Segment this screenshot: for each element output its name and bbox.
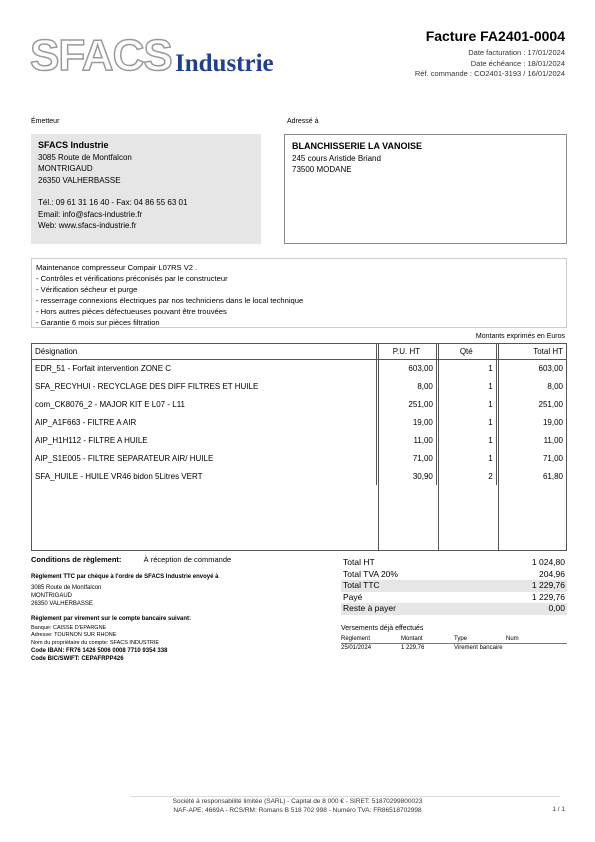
table-row <box>32 431 566 449</box>
cheque-address: 26350 VALHERBASSE <box>31 600 93 607</box>
recipient-name: BLANCHISSERIE LA VANOISE <box>292 141 423 151</box>
payments-title: Versements déjà effectués <box>341 625 424 632</box>
paid-row <box>341 592 567 604</box>
bic: Code BIC/SWIFT: CEPAFRPP426 <box>31 656 124 662</box>
table-row <box>32 359 566 377</box>
description-line: Maintenance compresseur Compair L07RS V2 . <box>36 263 198 272</box>
cell-designation: EDR_51 - Forfait intervention ZONE C <box>35 363 172 373</box>
table-row <box>32 449 566 467</box>
table-header-row <box>32 344 566 359</box>
total-value: 1 229,76 <box>531 591 565 602</box>
cell-designation: SFA_HUILE - HUILE VR46 bidon 5Litres VERT <box>35 471 203 481</box>
payment-type: Virement bancaire <box>454 645 503 651</box>
payment-conditions <box>31 556 331 663</box>
invoice-title: Facture FA2401-0004 <box>425 28 565 44</box>
sender-web: Web: www.sfacs-industrie.fr <box>38 221 137 230</box>
cell-unit-price: 71,00 <box>377 449 437 467</box>
sender-phone: Tél.: 09 61 31 16 40 - Fax: 04 86 55 63 01 <box>38 198 188 207</box>
invoice-description <box>31 258 567 328</box>
cell-total: 11,00 <box>496 431 566 449</box>
total-label: Payé <box>343 591 363 602</box>
sender-block <box>31 134 261 244</box>
bank-name: Banque: CAISSE D'EPARGNE <box>31 624 107 631</box>
cheque-address: MONTRIGAUD <box>31 592 72 599</box>
cell-designation: AIP_S1E005 - FILTRE SEPARATEUR AIR/ HUILE <box>35 453 214 463</box>
recipient-address-line: 245 cours Aristide Briand <box>292 153 381 163</box>
company-logo <box>30 31 290 80</box>
items-table <box>31 343 567 551</box>
payments-header: Montant <box>401 635 454 644</box>
totals-block <box>341 557 567 615</box>
cell-unit-price: 603,00 <box>377 359 437 377</box>
total-label: Total TTC <box>343 580 380 590</box>
sender-address-line: 26350 VALHERBASSE <box>38 175 121 185</box>
conditions-value: À réception de commande <box>143 555 232 564</box>
sender-address-line: 3085 Route de Montfalcon <box>38 152 132 162</box>
cell-designation: AIP_H1H112 - FILTRE A HUILE <box>35 435 148 445</box>
total-label: Total HT <box>343 557 375 567</box>
cell-unit-price: 8,00 <box>377 377 437 395</box>
cell-total: 71,00 <box>496 449 566 467</box>
recipient-label: Adressé à <box>287 118 319 125</box>
items-grid <box>32 344 566 485</box>
cell-unit-price: 11,00 <box>377 431 437 449</box>
recipient-address-line: 73500 MODANE <box>292 165 352 174</box>
header-quantity: Qté <box>436 344 496 359</box>
total-value: 1 024,80 <box>531 557 565 567</box>
recipient-block <box>284 134 567 244</box>
transfer-title: Règlement par virement sur le compte bancaire suivant: <box>31 615 192 622</box>
sender-email: Email: info@sfacs-industrie.fr <box>38 209 143 219</box>
invoice-date: Date facturation : 17/01/2024 <box>468 48 565 57</box>
cell-unit-price: 19,00 <box>377 413 437 431</box>
footer-line: NAF-APE: 4669A - RCS/RM: Romans B 518 702 998 - Numéro TVA: FR86518702998 <box>173 807 422 814</box>
payments-table <box>341 635 567 652</box>
description-line: - Garantie 6 mois sur pièces filtration <box>36 318 160 327</box>
sender-name: SFACS Industrie <box>38 140 109 150</box>
description-line: - Hors autres pièces défectueuses pouvant être trouvées <box>36 307 227 316</box>
cheque-title: Règlement TTC par chèque à l'ordre de SFACS Industrie envoyé à <box>31 573 219 580</box>
logo-word: Industrie <box>175 50 274 77</box>
payment-amount: 1 229,76 <box>401 645 425 651</box>
sender-address-line: MONTRIGAUD <box>38 164 93 173</box>
cell-total: 19,00 <box>496 413 566 431</box>
cell-quantity: 2 <box>436 467 496 485</box>
payment-number <box>506 644 567 652</box>
cell-quantity: 1 <box>436 431 496 449</box>
cell-designation: AIP_A1F663 - FILTRE A AIR <box>35 417 137 427</box>
payments-header: Règlement <box>341 635 401 644</box>
table-row <box>32 413 566 431</box>
cell-designation: com_CK8076_2 - MAJOR KIT E L07 - L11 <box>35 399 185 409</box>
header-total: Total HT <box>496 344 566 359</box>
page-number: 1 / 1 <box>552 806 565 813</box>
total-label: Total TVA 20% <box>343 568 398 579</box>
description-line: - Vérification sécheur et purge <box>36 285 138 294</box>
table-row <box>32 377 566 395</box>
conditions-row <box>31 556 331 565</box>
cell-total: 8,00 <box>496 377 566 395</box>
due-date: Date échéance : 18/01/2024 <box>470 58 565 68</box>
table-row <box>32 467 566 485</box>
cell-total: 251,00 <box>496 395 566 413</box>
payments-header: Type <box>454 635 506 644</box>
cell-quantity: 1 <box>436 449 496 467</box>
payment-date: 25/01/2024 <box>341 645 372 651</box>
currency-note: Montants exprimés en Euros <box>475 333 565 340</box>
account-holder: Nom du propriétaire du compte: SFACS INDUSTRIE <box>31 639 160 646</box>
payments-block <box>341 625 567 652</box>
iban: Code IBAN: FR76 1426 5006 0008 7710 9354 338 <box>31 648 168 654</box>
conditions-label: Conditions de règlement: <box>31 555 122 564</box>
cheque-address: 3085 Route de Montfalcon <box>31 584 102 591</box>
remaining-row <box>341 603 567 615</box>
header-designation: Désignation <box>32 344 377 359</box>
footer-line: Société à responsabilité limitée (SARL) - Capital de 8 000 € - SIRET: 51870299800023 <box>172 798 423 805</box>
total-ttc-row <box>341 580 567 592</box>
total-value: 1 229,76 <box>531 580 565 590</box>
cell-quantity: 1 <box>436 413 496 431</box>
total-ht-row <box>341 557 567 569</box>
cell-total: 61,80 <box>496 467 566 485</box>
description-line: - Contrôles et vérifications préconisés par le constructeur <box>36 274 228 283</box>
total-label: Reste à payer <box>343 603 396 613</box>
sender-label: Émetteur <box>31 118 60 125</box>
cell-unit-price: 30,90 <box>377 467 437 485</box>
header-unit-price: P.U. HT <box>377 344 437 359</box>
total-value: 204,96 <box>539 568 565 579</box>
total-value: 0,00 <box>548 603 565 613</box>
bank-address: Adresse: TOURNON SUR RHONE <box>31 632 117 638</box>
cell-quantity: 1 <box>436 377 496 395</box>
description-line: - resserrage connexions électriques par nos techniciens dans le local technique <box>36 296 304 305</box>
cell-quantity: 1 <box>436 395 496 413</box>
order-reference: Réf. commande : CO2401-3193 / 16/01/2024 <box>414 69 565 78</box>
cell-unit-price: 251,00 <box>377 395 437 413</box>
cell-total: 603,00 <box>496 359 566 377</box>
legal-footer <box>0 797 595 815</box>
cell-quantity: 1 <box>436 359 496 377</box>
invoice-meta <box>415 48 565 80</box>
total-tva-row <box>341 569 567 581</box>
table-row <box>32 395 566 413</box>
cell-designation: SFA_RECYHUI - RECYCLAGE DES DIFF FILTRES ET HUILE <box>35 381 259 391</box>
logo-mark: SFACS <box>30 31 172 80</box>
payments-header: Num <box>506 635 567 644</box>
